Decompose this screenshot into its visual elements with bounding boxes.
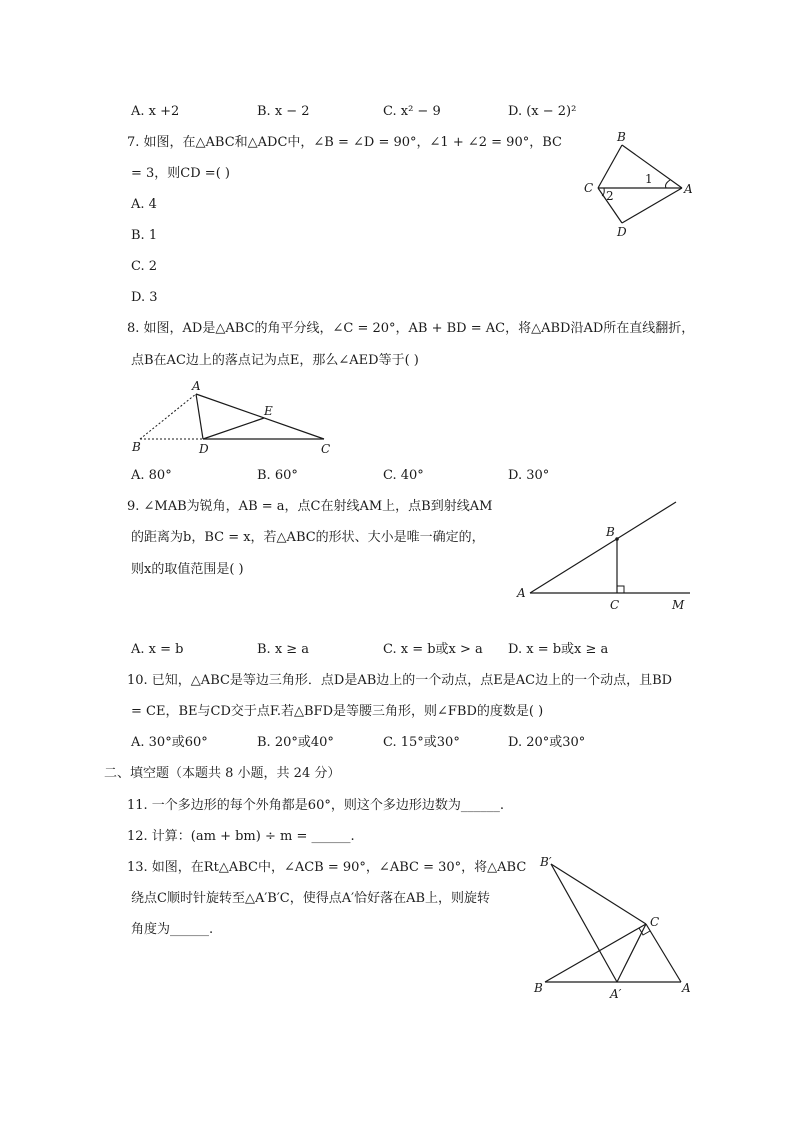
q10-option-b[interactable]: B. 20°或40°: [257, 735, 334, 750]
q13-figure: [530, 852, 700, 1004]
q13-stem-line1: 13. 如图，在Rt△ABC中，∠ACB = 90°，∠ABC = 30°，将△ABC: [127, 860, 527, 875]
q9-label-c: C: [610, 598, 620, 612]
q9-stem-line1: 9. ∠MAB为锐角，AB = a，点C在射线AM上，点B到射线AM: [127, 499, 493, 514]
q7-label-d: D: [617, 225, 627, 239]
q8-segment-ba-dashed: [140, 394, 196, 439]
q8-segment-ac: [196, 394, 324, 439]
q7-option-c[interactable]: C. 2: [131, 259, 158, 274]
q7-label-angle1: 1: [645, 172, 653, 186]
q6-option-a[interactable]: A. x +2: [131, 104, 180, 119]
q8-label-c: C: [321, 442, 331, 456]
q8-option-b[interactable]: B. 60°: [257, 468, 298, 483]
q7-segment-da: [622, 188, 682, 223]
q7-stem-line1: 7. 如图，在△ABC和△ADC中，∠B = ∠D = 90°，∠1 + ∠2 = 90°，BC: [127, 135, 562, 150]
q8-label-e: E: [264, 404, 273, 418]
q8-label-d: D: [199, 442, 209, 456]
q7-option-d[interactable]: D. 3: [131, 290, 158, 305]
q8-stem-line2: 点B在AC边上的落点记为点E，那么∠AED等于( ): [131, 353, 419, 368]
q9-option-b[interactable]: B. x ≥ a: [257, 642, 310, 657]
q8-option-d[interactable]: D. 30°: [508, 468, 550, 483]
q9-point-b: [615, 537, 619, 541]
q9-right-angle-mark: [617, 586, 624, 593]
q13-segment-ca: [646, 924, 681, 982]
q9-label-b: B: [606, 525, 615, 539]
q13-stem-line2: 绕点C顺时针旋转至△A′B′C，使得点A′恰好落在AB上，则旋转: [131, 891, 491, 906]
q8-segment-de: [203, 418, 264, 439]
q8-option-c[interactable]: C. 40°: [383, 468, 424, 483]
q9-stem-line2: 的距离为b，BC = x，若△ABC的形状、大小是唯一确定的，: [131, 530, 485, 545]
q8-stem-line1: 8. 如图，AD是△ABC的角平分线，∠C = 20°，AB + BD = AC，将△ABD沿AD所在直线翻折，: [127, 321, 695, 336]
q10-option-d[interactable]: D. 20°或30°: [508, 735, 586, 750]
q8-label-a: A: [192, 379, 201, 393]
q7-option-a[interactable]: A. 4: [131, 197, 157, 212]
q9-ray-ab: [530, 502, 676, 593]
q8-segment-ad: [196, 394, 203, 439]
q13-segment-bprime-c: [551, 864, 646, 924]
q6-option-b[interactable]: B. x − 2: [257, 104, 310, 119]
q10-stem-line1: 10. 已知，△ABC是等边三角形．点D是AB边上的一个动点，点E是AC边上的一个动点，且BD: [127, 673, 673, 688]
q13-label-a: A: [682, 981, 691, 995]
q10-stem-line2: = CE，BE与CD交于点F.若△BFD是等腰三角形，则∠FBD的度数是( ): [131, 704, 544, 719]
q8-figure: [128, 378, 338, 458]
q13-stem-line3: 角度为______.: [131, 922, 214, 937]
q10-option-a[interactable]: A. 30°或60°: [131, 735, 208, 750]
q9-option-d[interactable]: D. x = b或x ≥ a: [508, 642, 609, 657]
q9-label-a: A: [517, 586, 526, 600]
q7-angle1-arc: [666, 180, 671, 188]
q7-segment-cb: [598, 145, 622, 188]
q9-option-a[interactable]: A. x = b: [131, 642, 184, 657]
q9-stem-line3: 则x的取值范围是( ): [131, 562, 244, 577]
q9-option-c[interactable]: C. x = b或x > a: [383, 642, 483, 657]
q13-label-c: C: [650, 915, 660, 929]
q7-stem-line2: = 3，则CD =( ): [131, 166, 230, 181]
q7-option-b[interactable]: B. 1: [131, 228, 158, 243]
q9-label-m: M: [672, 598, 685, 612]
q8-label-b: B: [132, 440, 141, 454]
q11-stem: 11. 一个多边形的每个外角都是60°，则这个多边形边数为______.: [127, 798, 504, 813]
q6-option-d[interactable]: D. (x − 2)²: [508, 104, 577, 119]
q13-label-bprime: B′: [540, 855, 552, 869]
q9-figure: [514, 498, 694, 616]
q8-option-a[interactable]: A. 80°: [131, 468, 172, 483]
q7-label-angle2: 2: [606, 189, 614, 203]
q12-stem: 12. 计算：(am + bm) ÷ m = ______.: [127, 829, 355, 844]
q7-figure: [578, 128, 698, 243]
q13-segment-bprime-aprime: [551, 864, 617, 982]
q13-label-b: B: [534, 981, 543, 995]
q7-label-b: B: [617, 130, 626, 144]
q6-option-c[interactable]: C. x² − 9: [383, 104, 441, 119]
section2-heading: 二、填空题（本题共 8 小题，共 24 分）: [104, 766, 341, 781]
q7-label-a: A: [684, 182, 693, 196]
q7-label-c: C: [584, 181, 594, 195]
q10-option-c[interactable]: C. 15°或30°: [383, 735, 460, 750]
q13-label-aprime: A′: [610, 987, 622, 1001]
